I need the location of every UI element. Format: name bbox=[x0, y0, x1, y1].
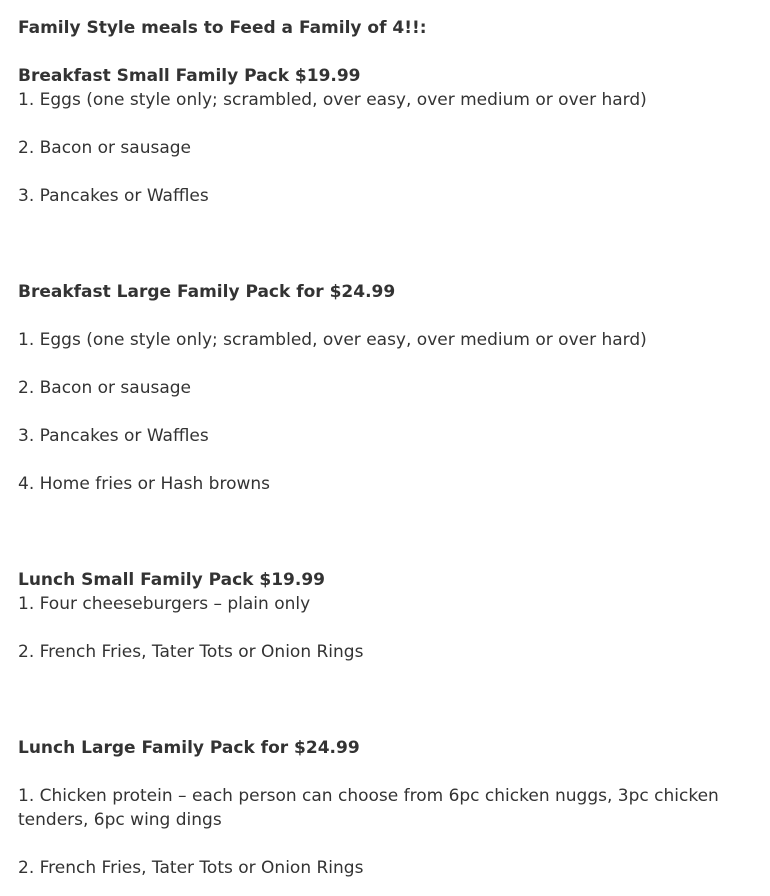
list-item: 1. Eggs (one style only; scrambled, over easy, over medium or over hard) bbox=[18, 330, 647, 350]
spacer bbox=[18, 664, 752, 736]
page-title: Family Style meals to Feed a Family of 4!!: bbox=[18, 18, 427, 38]
spacer bbox=[18, 448, 752, 472]
list-item: 1. Eggs (one style only; scrambled, over easy, over medium or over hard) bbox=[18, 90, 647, 110]
list-item: 1. Chicken protein – each person can choose from 6pc chicken nuggs, 3pc chicken tenders, 6pc wing dings bbox=[18, 786, 719, 830]
spacer bbox=[18, 496, 752, 568]
section-heading-breakfast-small: Breakfast Small Family Pack $19.99 bbox=[18, 66, 361, 86]
spacer bbox=[18, 832, 752, 856]
list-item: 2. French Fries, Tater Tots or Onion Rings bbox=[18, 858, 364, 878]
list-item: 1. Four cheeseburgers – plain only bbox=[18, 594, 311, 614]
spacer bbox=[18, 616, 752, 640]
list-item: 2. Bacon or sausage bbox=[18, 378, 191, 398]
spacer bbox=[18, 112, 752, 136]
spacer bbox=[18, 160, 752, 184]
list-item: 2. Bacon or sausage bbox=[18, 138, 191, 158]
spacer bbox=[18, 760, 752, 784]
spacer bbox=[18, 304, 752, 328]
section-heading-lunch-small: Lunch Small Family Pack $19.99 bbox=[18, 570, 325, 590]
section-heading-breakfast-large: Breakfast Large Family Pack for $24.99 bbox=[18, 282, 396, 302]
section-heading-lunch-large: Lunch Large Family Pack for $24.99 bbox=[18, 738, 360, 758]
list-item: 2. French Fries, Tater Tots or Onion Rings bbox=[18, 642, 364, 662]
spacer bbox=[18, 40, 752, 64]
list-item: 3. Pancakes or Waffles bbox=[18, 426, 209, 446]
spacer bbox=[18, 400, 752, 424]
list-item: 4. Home fries or Hash browns bbox=[18, 474, 271, 494]
spacer bbox=[18, 352, 752, 376]
list-item: 3. Pancakes or Waffles bbox=[18, 186, 209, 206]
spacer bbox=[18, 208, 752, 280]
